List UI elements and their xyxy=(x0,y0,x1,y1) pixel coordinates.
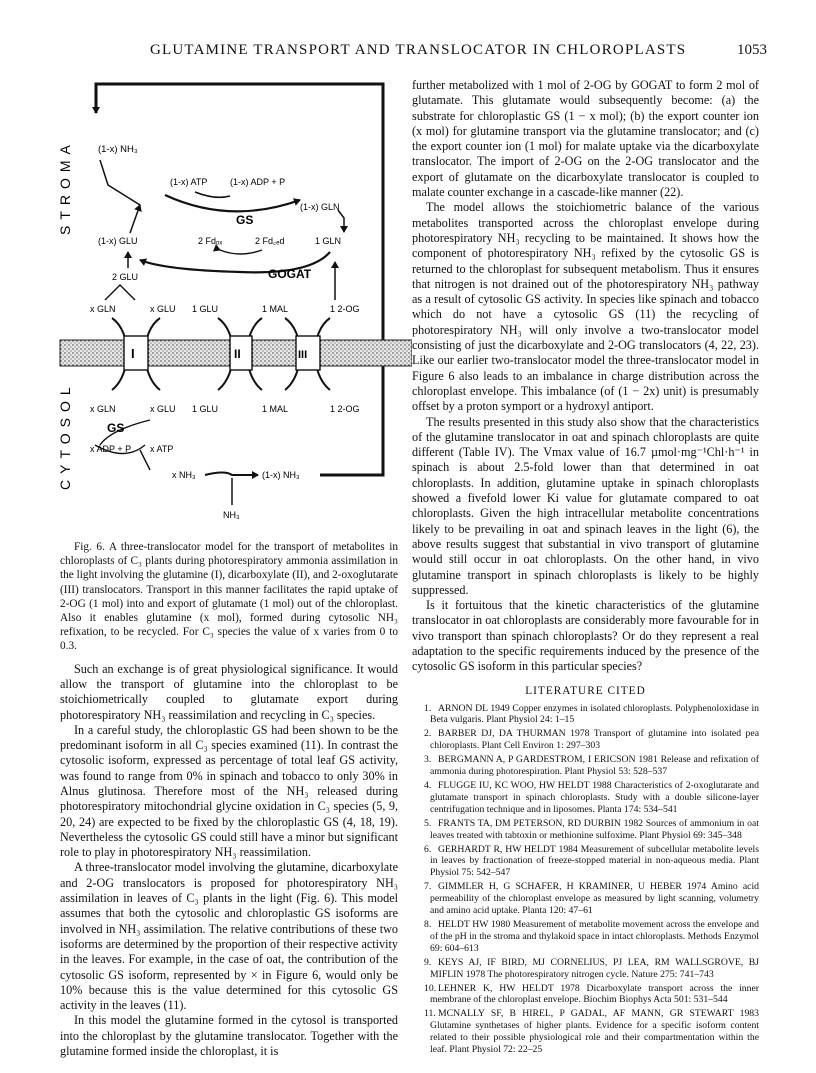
nh3-to-gs-bottom xyxy=(140,450,150,470)
left-paragraph-3: A three-translocator model involving the glutamine, dicarboxylate and 2-OG translocators is proposed for photorespiratory NH₃ assimilation in leaves of C₃ plants in the light (Fig. 6). This model assumes that both the cytosolic and chloroplastic GS isoforms are involved in NH₃ assimilation. The relative contributions of these two isoforms are determined by the proportion of their respective activity in the leaves. For example, in the case of oat, the contribution of the cytosolic GS isoform, represented by × in Figure 6, would only be 10% because this is the value determined for this cytosolic GS activity in the leaves (11). xyxy=(60,860,398,1013)
label-c-1glu: 1 GLU xyxy=(192,404,219,414)
reference-item: 9. KEYS AJ, IF BIRD, MJ CORNELIUS, PJ LEA, RM WALLSGROVE, BJ MIFLIN 1978 The photorespiratory nitrogen cycle. Nature 275: 741–743 xyxy=(424,956,759,980)
label-s-1mal: 1 MAL xyxy=(262,304,289,314)
nh3-to-gs xyxy=(100,160,140,205)
cytosol-label: CYTOSOL xyxy=(57,381,73,490)
nh3-split xyxy=(205,473,258,476)
label-gln-top: (1-x) GLN xyxy=(300,202,340,212)
reference-item: 5. FRANTS TA, DM PETERSON, RD DURBIN 1982 Sources of ammonium in oat leaves treated with tabtoxin or methionine sulfoxime. Plant Physiol 69: 345–348 xyxy=(424,817,759,841)
reference-item: 2. BARBER DJ, DA THURMAN 1978 Transport of glutamine into isolated pea chloroplasts. Plant Cell Environ 1: 297–303 xyxy=(424,728,759,752)
label-s-xglu: x GLU xyxy=(150,304,176,314)
label-c-1mal: 1 MAL xyxy=(262,404,289,414)
left-column xyxy=(60,540,398,1059)
label-gogat: GOGAT xyxy=(268,267,312,281)
label-adp: (1-x) ADP + P xyxy=(230,177,286,187)
label-s-2og: 1 2-OG xyxy=(330,304,360,314)
label-translocator-III: III xyxy=(298,349,308,361)
label-translocator-II: II xyxy=(234,347,241,361)
right-column xyxy=(412,78,759,1058)
reference-item: 7. GIMMLER H, G SCHAFER, H KRAMINER, U HEBER 1974 Amino acid permeability of the chloroplast envelope as measured by light scanning, volumetry and amino acid uptake. Planta 120: 47–61 xyxy=(424,881,759,917)
references-heading: LITERATURE CITED xyxy=(525,684,646,697)
label-c-nh3: NH₃ xyxy=(223,510,240,520)
running-title: GLUTAMINE TRANSPORT AND TRANSLOCATOR IN CHLOROPLASTS xyxy=(150,42,687,58)
figure-caption: Fig. 6. A three-translocator model for the transport of metabolites in chloroplasts of C₃ plants during photorespiratory ammonia assimilation in the light involving the glutamine (I), dicarboxylate (II), and 2-oxoglutarate (III) translocators. Transport in this manner facilitates the rapid uptake of 2-OG (1 mol) into and export of glutamate (1 mol) out of the chloroplast. Also it enables glutamine (x mol), formed during cytosolic NH₃ refixation, to be recycled. For C₃ species the value of x varies from 0 to 0.3. xyxy=(60,541,398,653)
label-s-1glu: 1 GLU xyxy=(192,304,219,314)
label-fd-red: 2 Fd꜀ₑd xyxy=(255,236,285,246)
label-fd-ox: 2 Fdₒₓ xyxy=(198,236,223,246)
left-paragraph-4: In this model the glutamine formed in the cytosol is transported into the chloroplast by the glutamine translocator. Together with the glutamine formed inside the chloroplast, it is xyxy=(60,1013,398,1059)
label-c-nh3-out: (1-x) NH₃ xyxy=(262,470,300,480)
reference-item: 11. MCNALLY SF, B HIREL, P GADAL, AF MANN, GR STEWART 1983 Glutamine synthetases of higher plants. Evidence for a specific isoform content related to their possible physiological role and their compartmentation within the leaf. Plant Physiol 72: 22–25 xyxy=(424,1008,759,1056)
page-number: 1053 xyxy=(737,42,767,58)
label-glu-left: (1-x) GLU xyxy=(98,236,138,246)
nh3-recycle-loop xyxy=(96,84,383,475)
label-atp: (1-x) ATP xyxy=(170,177,208,187)
figure-6-diagram xyxy=(0,0,412,540)
label-c-xgln: x GLN xyxy=(90,404,116,414)
label-c-atp: x ATP xyxy=(150,444,174,454)
right-paragraph-2: The model allows the stoichiometric balance of the various metabolites transported across the chloroplast envelope during photorespiratory NH₃ recycling to be maintained. It shows how the component of photorespiratory NH₃ refixed by the cytosolic GS is returned to the chloroplast for subsequent metabolism. Thus it ensures that nitrogen is not drained out of the photorespiratory NH₃ pathway as a result of cytosolic GS activity. In species like spinach and tobacco which do not have a cytosolic GS (11) the recycling of photorespiratory NH₃ will only involve a two-translocator model consisting of just the dicarboxylate and 2-OG translocators (4, 22, 23). Like our earlier two-translocator model the three-translocator model in Figure 6 also leads to an imbalance in charge distribution across the chloroplast envelope. This imbalance (of (1 − 2x) unit) is presumably offset by a proton symport or a hydroxyl antiport. xyxy=(412,200,759,414)
glu-to-gs xyxy=(130,205,140,233)
stroma-label: STROMA xyxy=(57,139,73,235)
label-gs-top: GS xyxy=(236,213,254,227)
label-c-adp: x ADP + P xyxy=(90,444,132,454)
right-paragraph-4: Is it fortuitous that the kinetic characteristics of the glutamine translocator in oat chloroplasts are considerably more favourable for in vivo transport than spinach chloroplasts? Or do they represent a real adaptation to the specific requirements induced by the presence of the cytosolic GS isoform in this particular species? xyxy=(412,598,759,674)
fd-arc xyxy=(220,250,262,254)
reference-item: 3. BERGMANN A, P GARDESTROM, I ERICSON 1981 Release and refixation of ammonia during photorespiration. Plant Physiol 53: 528–537 xyxy=(424,754,759,778)
gs-top-arc2 xyxy=(195,192,230,197)
gln-down-arrow xyxy=(338,210,344,232)
reference-item: 4. FLUGGE IU, KC WOO, HW HELDT 1988 Characteristics of 2-oxoglutarate and glutamate transport in spinach chloroplasts. Study with a double silicone-layer centrifugation technique and in liposomes. Planta 174: 534–541 xyxy=(424,780,759,815)
label-nh3-top: (1-x) NH₃ xyxy=(98,144,138,155)
reference-item: 10. LEHNER K, HW HELDT 1978 Dicarboxylate transport across the inner membrane of the chloroplast envelope. Biochim Biophys Acta 501: 531–544 xyxy=(424,982,759,1006)
label-s-xgln: x GLN xyxy=(90,304,116,314)
left-paragraph-2: In a careful study, the chloroplastic GS had been shown to be the predominant isoform in all C₃ species examined (11). In contrast the cytosolic isoform, expressed as percentage of total leaf GS activity, was found to range from 0% in spinach and tobacco to only 30% in Alnus glutinosa. Therefore most of the NH₃ released during photorespiratory mitochondrial glycine oxidation in C₃ species (5, 9, 20, 24) are expected to be fixed by the chloroplastic GS (4, 18, 19). Nevertheless the cytosolic GS could still have a minor but significant role to play in photorespiratory NH₃ reassimilation. xyxy=(60,722,398,860)
label-c-xglu: x GLU xyxy=(150,404,176,414)
reference-list xyxy=(412,703,759,1056)
reference-item: 6. GERHARDT R, HW HELDT 1984 Measurement of subcellular metabolite levels in leaves by fractionation of freeze-stopped material in non-aqueous media. Plant Physiol 75: 542–547 xyxy=(424,843,759,879)
left-paragraph-1: Such an exchange is of great physiological significance. It would allow the transport of glutamine into the chloroplast to be stoichiometrically coupled to glutamate export during photorespiratory NH₃ reassimilation and recycling in C₃ species. xyxy=(60,661,398,722)
right-paragraph-1: further metabolized with 1 mol of 2-OG by GOGAT to form 2 mol of glutamate. This glutamate would subsequently become: (a) the substrate for chloroplastic GS (1 − x mol); (b) the export counter ion (x mol) for glutamine transport via the glutamine translocator; and (c) the export counter ion (1 mol) for malate uptake via the dicarboxylate translocator. The import of 2-OG on the 2-OG translocator and the export of glutamate on the dicarboxylate translocator is coupled to malate counter exchange in a cascade-like manner (22). xyxy=(412,78,759,200)
gs-top-arc xyxy=(165,195,300,211)
label-gs-bottom: GS xyxy=(107,421,125,435)
label-c-xnh3: x NH₃ xyxy=(172,470,196,480)
glu-split xyxy=(105,285,135,300)
label-glu-two: 2 GLU xyxy=(112,272,139,282)
label-translocator-I: I xyxy=(131,346,135,361)
reference-item: 1. ARNON DL 1949 Copper enzymes in isolated chloroplasts. Polyphenoloxidase in Beta vulgaris. Plant Physiol 24: 1–15 xyxy=(424,702,759,726)
right-paragraph-3: The results presented in this study also show that the characteristics of the glutamine translocator in oat and spinach chloroplasts are quite different (Table IV). The Vmax value of 16.7 µmol·mg⁻¹Chl·h⁻¹ in spinach is about 2.5-fold lower than that determined in oat chloroplasts. In addition, glutamine uptake in spinach chloroplasts showed a fivefold lower Ki value for glutamate compared to oat chloroplasts. Given the high intracellular metabolite concentrations likely to be prevailing in oat and spinach leaves in the light (6), the above results suggest that substantial in vivo transport of glutamine would still occur in oat chloroplasts. On the other hand, in vivo glutamine transport in spinach chloroplasts is likely to be highly suppressed. xyxy=(412,414,759,597)
label-gln-one: 1 GLN xyxy=(315,236,342,246)
reference-item: 8. HELDT HW 1980 Measurement of metabolite movement across the envelope and of the pH in the stroma and thylakoid space in intact chloroplasts. Methods Enzymol 69: 604–613 xyxy=(424,918,759,954)
label-c-2og: 1 2-OG xyxy=(330,404,360,414)
